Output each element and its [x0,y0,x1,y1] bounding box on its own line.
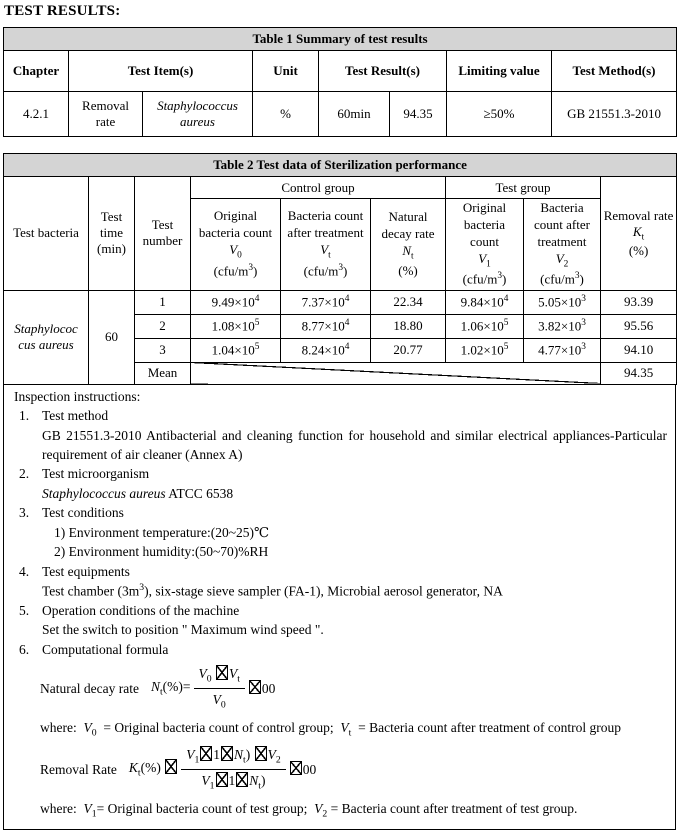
where-clause-control-group: where: $V_0$ = Original bacteria count of control group; $V_t$ = Bacteria count after treatment of control group [40,719,621,739]
table1-header-test-methods: Test Method(s) [552,51,677,92]
table2-header-removal-rate: Removal rate $K_t$ (%) [601,177,677,291]
removal-rate-formula [40,745,667,793]
page-title: TEST RESULTS: [4,3,121,19]
table1-header-limiting-value: Limiting value [447,51,552,92]
table1-cell-unit: % [253,92,319,137]
list-item-test-microorganism [12,464,667,503]
table2-cell-v1: $1.06\times 10^5$ [446,314,524,338]
table1-cell-chapter: 4.2.1 [4,92,69,137]
item-heading: Test microorganism [42,466,150,482]
item-text: Test chamber $(3m^3)$, six-stage sieve sampler (FA-1), Microbial aerosol generator, NA [42,582,503,599]
table2-mean-diagonal-cell [191,362,601,384]
list-item-test-equipments [12,562,667,601]
item-heading: Test equipments [42,563,130,579]
table2-cell-number: 1 [135,290,191,314]
table1-cell-duration: 60min [319,92,390,137]
item-number: 6. [19,641,30,657]
list-item-test-conditions [12,503,667,561]
table2-cell-v0: $9.49\times 10^4$ [191,290,281,314]
table1-header-chapter: Chapter [4,51,69,92]
table1-title-row [4,28,677,51]
fraction-numerator: $V_1$ 1 $N_t$) $V_2$ [181,745,286,770]
item-heading: Test method [42,408,109,424]
table2-cell-kt: 95.56 [601,314,677,338]
table2-header-control-group: Control group [191,177,446,199]
item-text: Staphylococcus aureus ATCC 6538 [42,485,234,501]
table1-data-row [4,92,677,137]
table2-sterilization-performance [3,153,677,385]
table2-cell-v2: $5.05\times 10^3$ [524,290,601,314]
table2-cell-vt: $8.77\times 10^4$ [281,314,371,338]
table2-title: Table 2 Test data of Sterilization performance [4,154,677,177]
table2-cell-v0: $1.04\times 10^5$ [191,338,281,362]
table2-group-header-row [4,177,677,199]
table1-cell-result: 94.35 [390,92,447,137]
table1-header-test-results: Test Result(s) [319,51,447,92]
item-number: 1. [19,408,30,424]
table2-cell-v0: $1.08\times 10^5$ [191,314,281,338]
where-clause-test-group: where: $V_1=$ Original bacteria count of test group; $V_2$ = Bacteria count after treatment of test group. [40,800,578,820]
formula-lhs: $K_t(\%)$ [129,758,178,781]
table2-header-test-group: Test group [446,177,601,199]
table2-cell-bacteria: Staphylococ cus aureus [4,290,89,384]
inspection-instructions-section [3,384,676,830]
table1-cell-limit: ≥50% [447,92,552,137]
table2-cell-nt: 22.34 [371,290,446,314]
table1-summary-of-test-results [3,27,677,137]
table2-header-test-number: Test number [135,177,191,291]
formula-suffix: 00 [289,760,316,779]
item-text: 2) Environment humidity:(50~70)%RH [54,544,269,560]
item-heading: Test conditions [42,505,124,521]
formula-label: Natural decay rate [40,680,139,696]
table2-cell-vt: $8.24\times 10^4$ [281,338,371,362]
list-item-test-method [12,406,667,464]
item-heading: Operation conditions of the machine [42,602,240,618]
table1-title: Table 1 Summary of test results [4,28,677,51]
table2-cell-v2: $4.77\times 10^3$ [524,338,601,362]
formula-suffix: 00 [248,679,275,698]
table2-header-v0: Original bacteria count $V_0$ $(cfu/m^3)$ [191,199,281,291]
item-text: Set the switch to position " Maximum wind speed ". [42,622,324,638]
table2-mean-value: 94.35 [601,362,677,384]
table2-cell-kt: 94.10 [601,338,677,362]
item-text: GB 21551.3-2010 Antibacterial and cleaning function for household and similar electrical appliances-Particular requirement of air cleaner (Annex A) [42,427,667,462]
fraction-numerator: $V_0$ $V_t$ [194,664,245,689]
table-row [4,290,677,314]
item-number: 2. [19,466,30,482]
table1-header-test-items: Test Item(s) [69,51,253,92]
fraction-denominator: $V_0$ [212,691,226,711]
fraction-denominator: $V_1$ 1 $N_t$) [201,772,266,792]
table1-cell-item: Removal rate [69,92,143,137]
table2-cell-nt: 20.77 [371,338,446,362]
table2-cell-nt: 18.80 [371,314,446,338]
table1-cell-method: GB 21551.3-2010 [552,92,677,137]
table1-header-row [4,51,677,92]
table2-header-test-bacteria: Test bacteria [4,177,89,291]
table2-cell-number: 2 [135,314,191,338]
table2-header-vt: Bacteria count after treatment $V_t$ $(cfu/m^3)$ [281,199,371,291]
item-number: 3. [19,505,30,521]
item-number: 4. [19,563,30,579]
formula-lhs: $N_t(\%)=$ [150,679,191,698]
instructions-title: Inspection instructions: [14,388,141,404]
list-item-operation-conditions [12,601,667,640]
formula-label: Removal Rate [40,761,117,777]
table2-cell-time: 60 [89,290,135,384]
fraction [194,664,245,712]
item-number: 5. [19,602,30,618]
list-item-computational-formula [12,640,667,659]
table2-cell-number: 3 [135,338,191,362]
table2-header-v2: Bacteria count after treatment $V_2$ $(cfu/m^3)$ [524,199,601,291]
table2-cell-v1: $1.02\times 10^5$ [446,338,524,362]
table2-header-test-time: Test time (min) [89,177,135,291]
table2-cell-kt: 93.39 [601,290,677,314]
table2-cell-v2: $3.82\times 10^3$ [524,314,601,338]
table2-header-nt: Natural decay rate $N_t$ (%) [371,199,446,291]
table2-header-v1: Original bacteria count $V_1$ $(cfu/m^3)$ [446,199,524,291]
natural-decay-rate-formula [40,664,667,712]
fraction [181,745,286,793]
table2-cell-vt: $7.37\times 10^4$ [281,290,371,314]
table2-mean-label: Mean [135,362,191,384]
item-heading: Computational formula [42,641,169,657]
table2-title-row [4,154,677,177]
table1-cell-organism: Staphylococcus aureus [143,92,253,137]
item-text: 1) Environment temperature:(20~25)℃ [54,524,270,540]
table1-header-unit: Unit [253,51,319,92]
table2-cell-v1: $9.84\times 10^4$ [446,290,524,314]
